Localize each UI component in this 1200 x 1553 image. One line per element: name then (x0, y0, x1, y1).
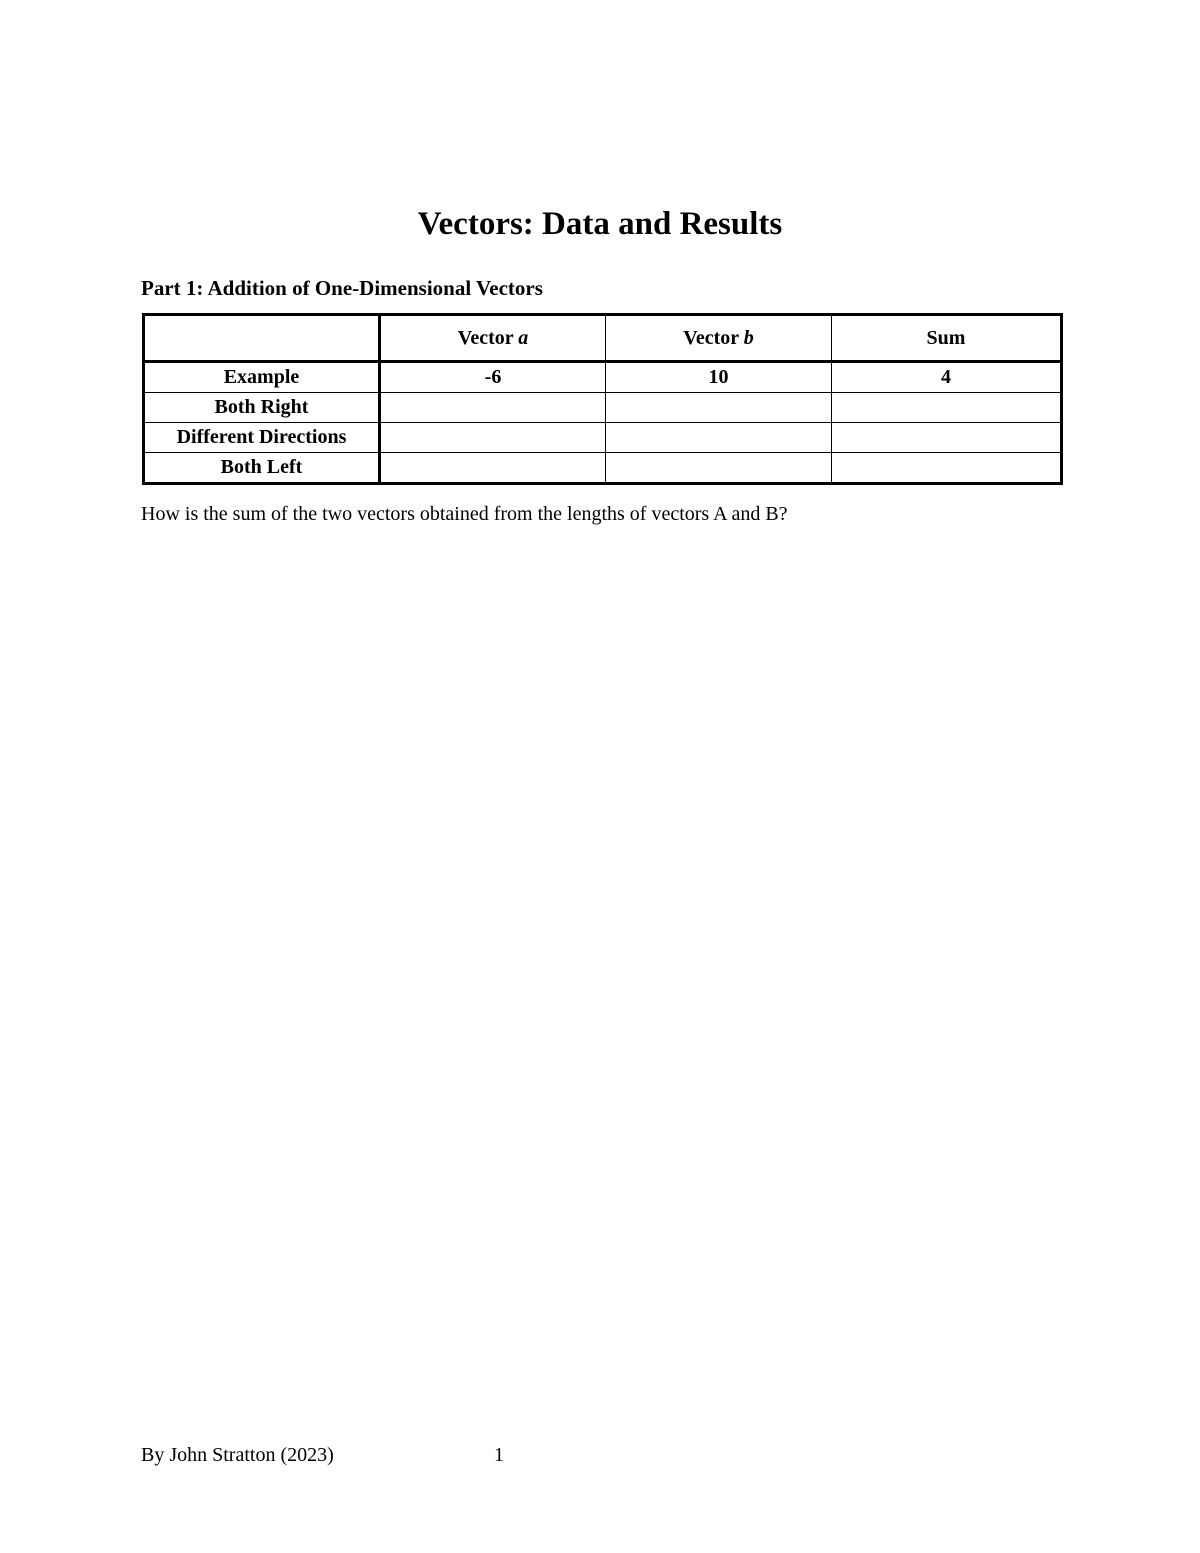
row-label-both-left: Both Left (144, 453, 380, 484)
cell-vector-a: -6 (380, 362, 606, 393)
header-vector-a-variable: a (518, 326, 529, 349)
cell-sum[interactable] (832, 423, 1062, 453)
table-row (144, 393, 1062, 423)
cell-sum: 4 (832, 362, 1062, 393)
cell-sum[interactable] (832, 453, 1062, 484)
page-title: Vectors: Data and Results (417, 206, 783, 242)
table-row (144, 362, 1062, 393)
page-number: 1 (494, 1444, 504, 1466)
data-table (142, 313, 1063, 485)
row-label-both-right: Both Right (144, 393, 380, 423)
header-vector-b (606, 315, 832, 362)
table-row (144, 453, 1062, 484)
header-sum: Sum (832, 315, 1062, 362)
cell-vector-b[interactable] (606, 423, 832, 453)
table-header-row (144, 315, 1062, 362)
cell-vector-b: 10 (606, 362, 832, 393)
question-text: How is the sum of the two vectors obtained from the lengths of vectors A and B? (141, 503, 788, 525)
header-vector-a (380, 315, 606, 362)
header-vector-b-prefix: Vector (683, 326, 744, 349)
cell-vector-b[interactable] (606, 453, 832, 484)
cell-sum[interactable] (832, 393, 1062, 423)
cell-vector-a[interactable] (380, 453, 606, 484)
section-heading: Part 1: Addition of One-Dimensional Vectors (141, 276, 543, 300)
cell-vector-a[interactable] (380, 393, 606, 423)
row-label-example: Example (144, 362, 380, 393)
table-row (144, 423, 1062, 453)
header-corner-cell (144, 315, 380, 362)
cell-vector-a[interactable] (380, 423, 606, 453)
row-label-different-directions: Different Directions (144, 423, 380, 453)
header-vector-a-prefix: Vector (457, 326, 519, 349)
cell-vector-b[interactable] (606, 393, 832, 423)
footer-author: By John Stratton (2023) (141, 1444, 334, 1466)
header-vector-b-variable: b (743, 326, 754, 349)
